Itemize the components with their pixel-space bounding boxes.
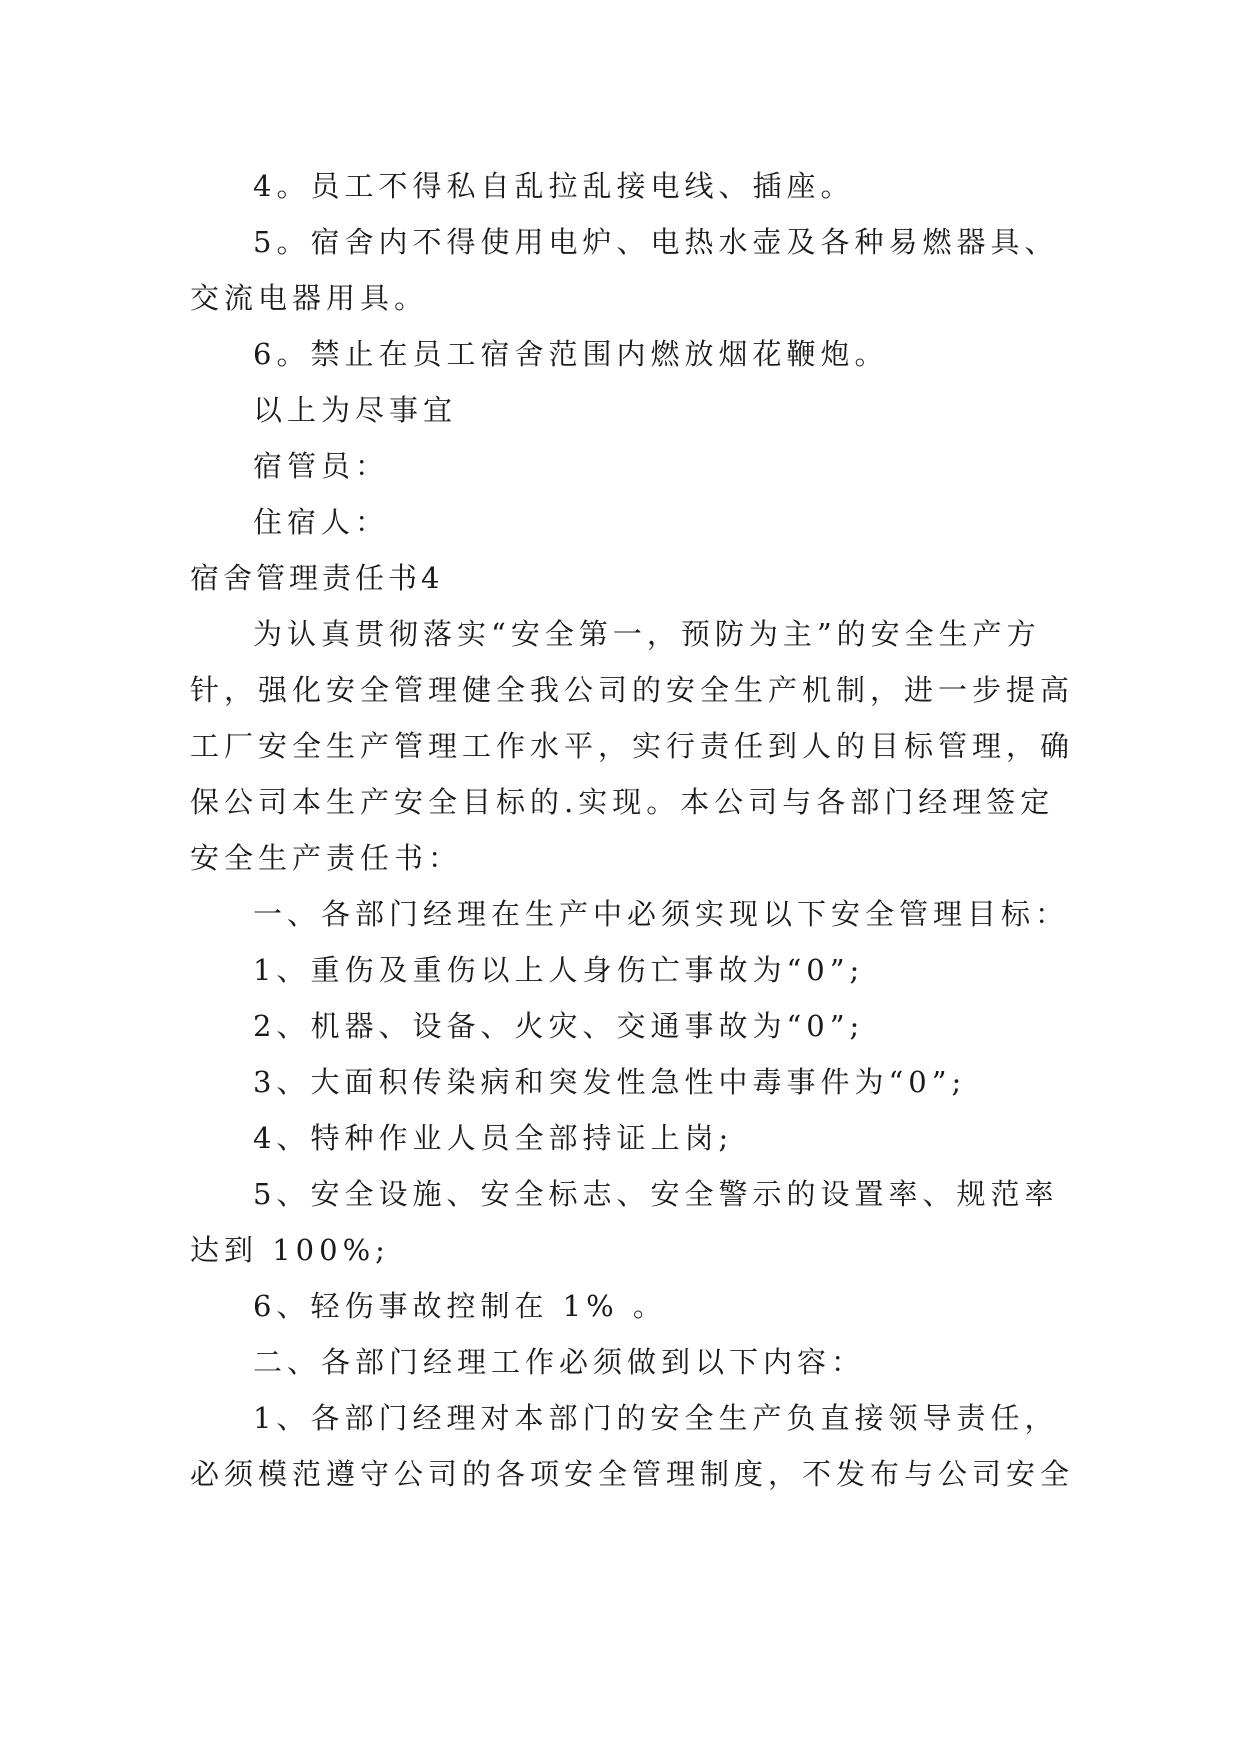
closing-remark: 以上为尽事宜 xyxy=(253,393,458,427)
intro-paragraph-line-5: 安全生产责任书： xyxy=(190,841,463,875)
rule-item-5: 5。宿舍内不得使用电炉、电热水壶及各种易燃器具、 xyxy=(253,225,1059,259)
intro-paragraph-line-1: 为认真贯彻落实“安全第一，预防为主”的安全生产方 xyxy=(253,617,1041,651)
intro-paragraph-line-2: 针，强化安全管理健全我公司的安全生产机制，进一步提高 xyxy=(190,673,1075,707)
rule-item-5-continued: 交流电器用具。 xyxy=(190,281,429,315)
goals-heading: 一、各部门经理在生产中必须实现以下安全管理目标： xyxy=(253,897,1070,931)
resident-signature-line: 住宿人： xyxy=(253,505,390,539)
goal-item-2: 2、机器、设备、火灾、交通事故为“0”; xyxy=(253,1009,865,1043)
goal-item-4: 4、特种作业人员全部持证上岗; xyxy=(253,1121,734,1155)
rule-item-6: 6。禁止在员工宿舍范围内燃放烟花鞭炮。 xyxy=(253,337,889,371)
goal-item-5: 5、安全设施、安全标志、安全警示的设置率、规范率 xyxy=(253,1177,1059,1211)
duty-item-1: 1、各部门经理对本部门的安全生产负直接领导责任， xyxy=(253,1401,1059,1435)
dorm-manager-signature-line: 宿管员： xyxy=(253,449,390,483)
section-heading: 宿舍管理责任书4 xyxy=(190,561,444,595)
goal-item-5-continued: 达到 100%; xyxy=(190,1233,390,1267)
duty-item-1-continued: 必须模范遵守公司的各项安全管理制度，不发布与公司安全 xyxy=(190,1457,1075,1491)
goal-item-1: 1、重伤及重伤以上人身伤亡事故为“0”; xyxy=(253,953,865,987)
goal-item-6: 6、轻伤事故控制在 1% 。 xyxy=(253,1289,667,1323)
rule-item-4: 4。员工不得私自乱拉乱接电线、插座。 xyxy=(253,169,855,203)
intro-paragraph-line-4: 保公司本生产安全目标的.实现。本公司与各部门经理签定 xyxy=(190,785,1055,819)
duties-heading: 二、各部门经理工作必须做到以下内容： xyxy=(253,1345,866,1379)
intro-paragraph-line-3: 工厂安全生产管理工作水平，实行责任到人的目标管理，确 xyxy=(190,729,1075,763)
goal-item-3: 3、大面积传染病和突发性急性中毒事件为“0”; xyxy=(253,1065,967,1099)
